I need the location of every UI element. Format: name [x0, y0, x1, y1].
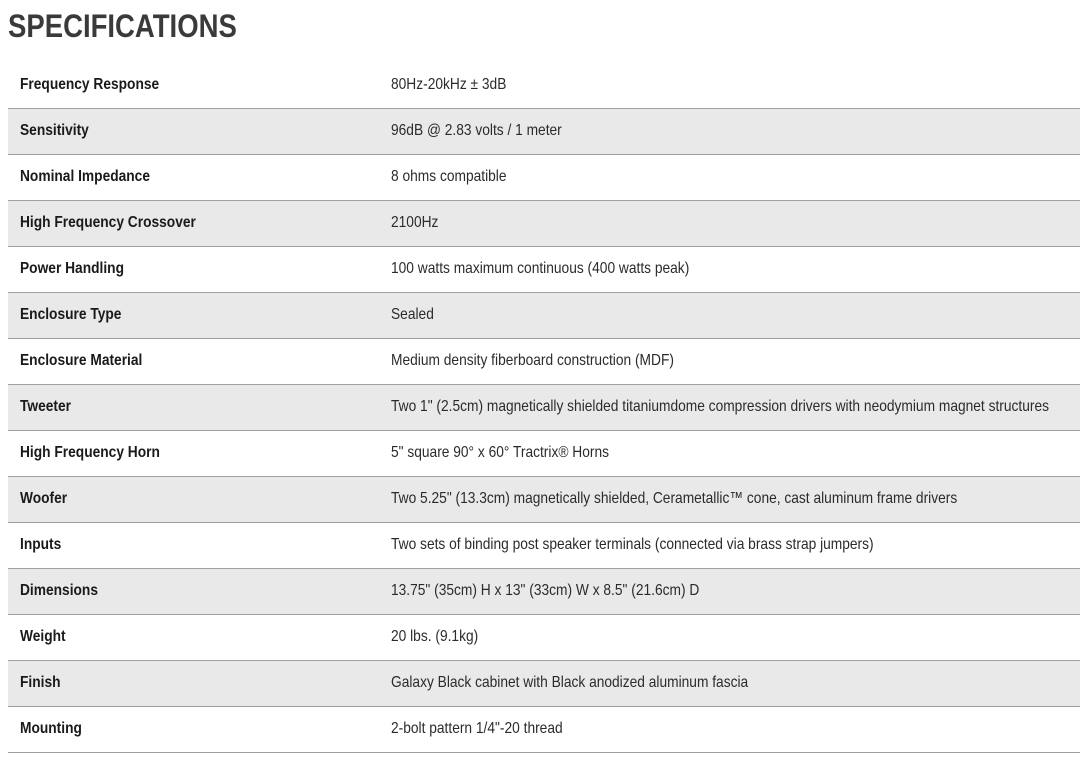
spec-value: Two sets of binding post speaker terminals (connected via brass strap jumpers) — [391, 536, 874, 553]
table-row — [8, 660, 1080, 706]
spec-value: 100 watts maximum continuous (400 watts peak) — [391, 260, 690, 277]
spec-label: Enclosure Type — [20, 306, 122, 323]
table-row — [8, 522, 1080, 568]
spec-label: Mounting — [20, 720, 82, 737]
spec-value: 96dB @ 2.83 volts / 1 meter — [391, 122, 562, 139]
spec-label: Frequency Response — [20, 75, 160, 93]
table-row — [8, 154, 1080, 200]
spec-value: Galaxy Black cabinet with Black anodized aluminum fascia — [391, 674, 749, 691]
spec-label: Woofer — [20, 490, 68, 507]
table-row — [8, 384, 1080, 430]
specifications-table — [8, 62, 1080, 753]
spec-value: 2100Hz — [391, 214, 439, 231]
table-row — [8, 62, 1080, 108]
spec-value: Medium density fiberboard construction (MDF) — [391, 352, 674, 369]
spec-label: Nominal Impedance — [20, 168, 150, 185]
spec-label: Weight — [20, 628, 66, 645]
spec-label: Power Handling — [20, 260, 124, 277]
spec-value: 8 ohms compatible — [391, 168, 507, 185]
spec-value: 2-bolt pattern 1/4"-20 thread — [391, 720, 563, 737]
spec-label: Dimensions — [20, 582, 98, 599]
table-row — [8, 292, 1080, 338]
spec-label: Finish — [20, 674, 61, 691]
spec-value: Two 5.25" (13.3cm) magnetically shielded, Cerametallic™ cone, cast aluminum frame drivers — [391, 490, 958, 507]
spec-label: High Frequency Horn — [20, 444, 160, 461]
table-row — [8, 200, 1080, 246]
table-row — [8, 108, 1080, 154]
spec-value: Sealed — [391, 306, 434, 323]
page-title: SPECIFICATIONS — [8, 8, 237, 44]
spec-label: Enclosure Material — [20, 352, 143, 369]
table-row — [8, 430, 1080, 476]
table-row — [8, 614, 1080, 660]
spec-label: Sensitivity — [20, 122, 89, 139]
spec-value: 80Hz-20kHz ± 3dB — [391, 75, 507, 93]
spec-value: 20 lbs. (9.1kg) — [391, 628, 479, 645]
spec-value: 13.75" (35cm) H x 13" (33cm) W x 8.5" (21.6cm) D — [391, 582, 700, 599]
spec-value: 5" square 90° x 60° Tractrix® Horns — [391, 444, 609, 461]
table-row — [8, 568, 1080, 614]
spec-value: Two 1" (2.5cm) magnetically shielded titaniumdome compression drivers with neodymium magnet structures — [391, 398, 1049, 415]
table-row — [8, 706, 1080, 752]
spec-label: Tweeter — [20, 398, 71, 415]
spec-label: Inputs — [20, 536, 62, 553]
table-row — [8, 476, 1080, 522]
spec-label: High Frequency Crossover — [20, 214, 196, 231]
table-row — [8, 338, 1080, 384]
table-row — [8, 246, 1080, 292]
